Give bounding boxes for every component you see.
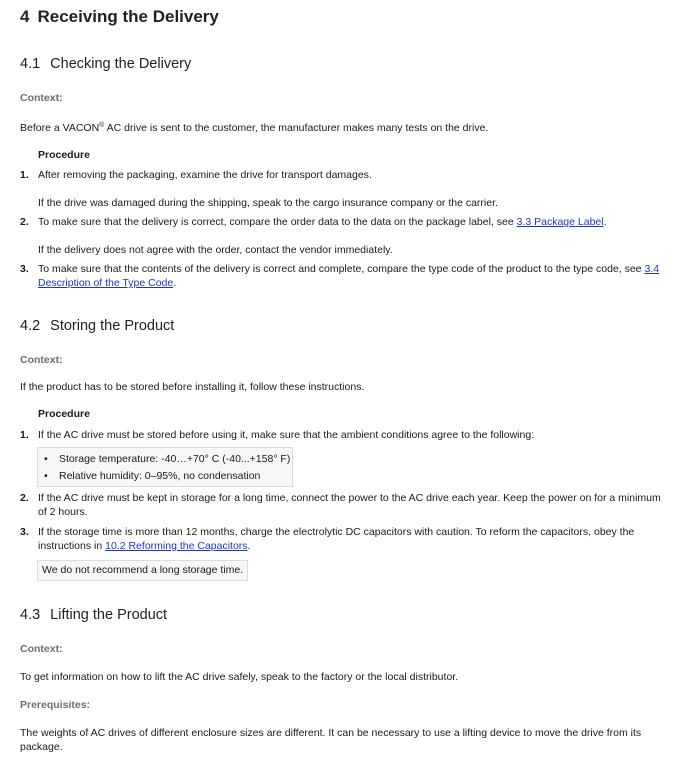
bullet-item: • Relative humidity: 0–95%, no condensation xyxy=(44,470,261,482)
step-note: If the delivery does not agree with the order, contact the vendor immediately. xyxy=(38,244,393,256)
prerequisites-text: The weights of AC drives of different enclosure sizes are different. It can be necessary to use a lifting device to move the drive from its package. xyxy=(20,727,642,753)
section-number: 4.3 xyxy=(20,607,41,623)
context-text: To get information on how to lift the AC drive safely, speak to the factory or the local distributor. xyxy=(20,671,459,683)
bullet-item: • Storage temperature: -40…+70° C (-40...+158° F) xyxy=(44,453,291,465)
link-package-label[interactable]: 3.3 Package Label xyxy=(516,216,604,228)
step-note: If the drive was damaged during the shipping, speak to the cargo insurance company or the carrier. xyxy=(38,197,498,209)
procedure-label: Procedure xyxy=(38,408,90,420)
chapter-number: 4 xyxy=(20,7,30,26)
context-label: Context: xyxy=(20,354,63,366)
context-text: If the product has to be stored before installing it, follow these instructions. xyxy=(20,381,365,393)
ambient-conditions-box xyxy=(37,447,293,487)
prerequisites-label: Prerequisites: xyxy=(20,699,91,711)
section-title: Checking the Delivery xyxy=(50,56,192,72)
chapter-title xyxy=(20,7,219,27)
link-reforming-capacitors[interactable]: 10.2 Reforming the Capacitors xyxy=(105,540,248,552)
storage-note: We do not recommend a long storage time. xyxy=(37,560,248,581)
context-text: Before a VACON® AC drive is sent to the customer, the manufacturer makes many tests on the drive. xyxy=(20,122,489,134)
section-heading-4-2 xyxy=(20,318,174,334)
link-type-code[interactable]: 3.4 Description of the Type Code xyxy=(38,263,660,289)
context-label: Context: xyxy=(20,643,63,655)
procedure-label: Procedure xyxy=(38,149,90,161)
section-heading-4-1 xyxy=(20,56,191,72)
section-number: 4.1 xyxy=(20,56,41,72)
section-number: 4.2 xyxy=(20,318,41,334)
chapter-title-text: Receiving the Delivery xyxy=(37,7,219,26)
section-title: Storing the Product xyxy=(50,318,175,334)
context-label: Context: xyxy=(20,92,63,104)
section-heading-4-3 xyxy=(20,607,167,623)
section-title: Lifting the Product xyxy=(50,607,168,623)
